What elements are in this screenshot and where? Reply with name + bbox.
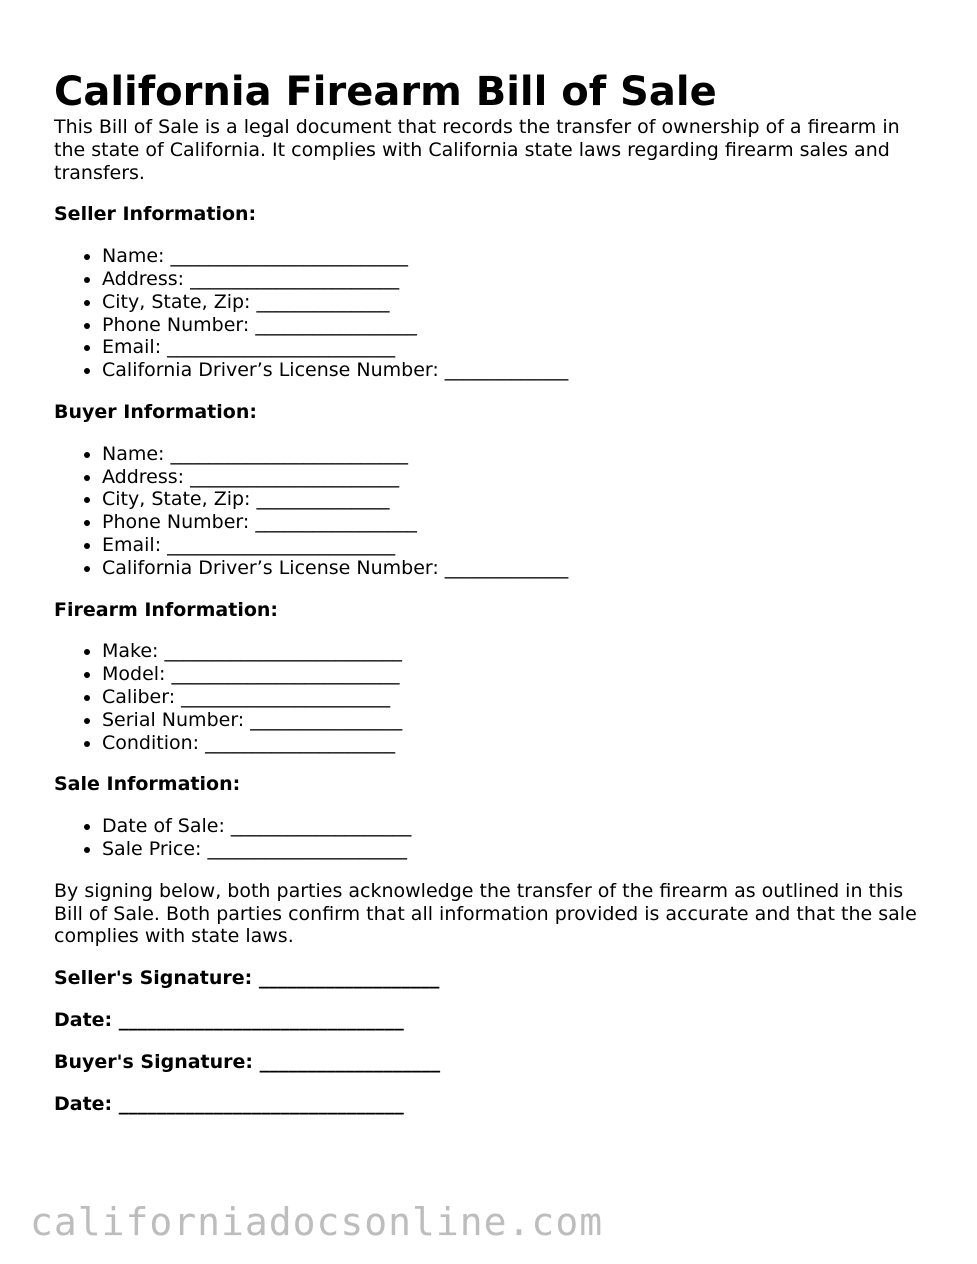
firearm-make-field: • Make: _________________________: [102, 640, 934, 663]
seller-address-field: • Address: ______________________: [102, 268, 934, 291]
seller-email-field: • Email: ________________________: [102, 336, 934, 359]
firearm-fields-list: [54, 640, 934, 754]
buyer-address-field: • Address: ______________________: [102, 466, 934, 489]
buyer-date-line: Date: ______________________________: [54, 1092, 404, 1115]
intro-paragraph: This Bill of Sale is a legal document that records the transfer of ownership of a firearm in the state of California. It complies with California state laws regarding firearm sales and transfers.: [54, 116, 900, 184]
seller-phone-field: • Phone Number: _________________: [102, 314, 934, 337]
sale-fields-list: [54, 815, 934, 861]
site-watermark: californiadocsonline.com: [30, 1200, 604, 1244]
seller-city-state-zip-field: • City, State, Zip: ______________: [102, 291, 934, 314]
seller-date-line: Date: ______________________________: [54, 1008, 404, 1031]
seller-section-heading: Seller Information:: [54, 203, 257, 226]
sale-section-heading: Sale Information:: [54, 773, 241, 796]
seller-name-field: • Name: _________________________: [102, 245, 934, 268]
page-title: California Firearm Bill of Sale: [54, 69, 717, 115]
firearm-caliber-field: • Caliber: ______________________: [102, 686, 934, 709]
sale-date-field: • Date of Sale: ___________________: [102, 815, 934, 838]
firearm-section-heading: Firearm Information:: [54, 598, 279, 621]
firearm-serial-field: • Serial Number: ________________: [102, 709, 934, 732]
buyer-phone-field: • Phone Number: _________________: [102, 511, 934, 534]
firearm-condition-field: • Condition: ____________________: [102, 732, 934, 755]
seller-license-field: • California Driver’s License Number: _____________: [102, 359, 934, 382]
buyer-section-heading: Buyer Information:: [54, 400, 257, 423]
acknowledgement-paragraph: By signing below, both parties acknowledge the transfer of the firearm as outlined in this Bill of Sale. Both parties confirm that all information provided is accurate and that the sale complies with state laws.: [54, 879, 917, 948]
buyer-name-field: • Name: _________________________: [102, 443, 934, 466]
buyer-license-field: • California Driver’s License Number: _____________: [102, 557, 934, 580]
buyer-fields-list: [54, 443, 934, 580]
buyer-city-state-zip-field: • City, State, Zip: ______________: [102, 488, 934, 511]
seller-signature-line: Seller's Signature: ___________________: [54, 967, 440, 990]
firearm-model-field: • Model: ________________________: [102, 663, 934, 686]
sale-price-field: • Sale Price: _____________________: [102, 838, 934, 861]
buyer-email-field: • Email: ________________________: [102, 534, 934, 557]
document-page: [54, 68, 934, 1115]
buyer-signature-line: Buyer's Signature: ___________________: [54, 1050, 441, 1073]
seller-fields-list: [54, 245, 934, 382]
